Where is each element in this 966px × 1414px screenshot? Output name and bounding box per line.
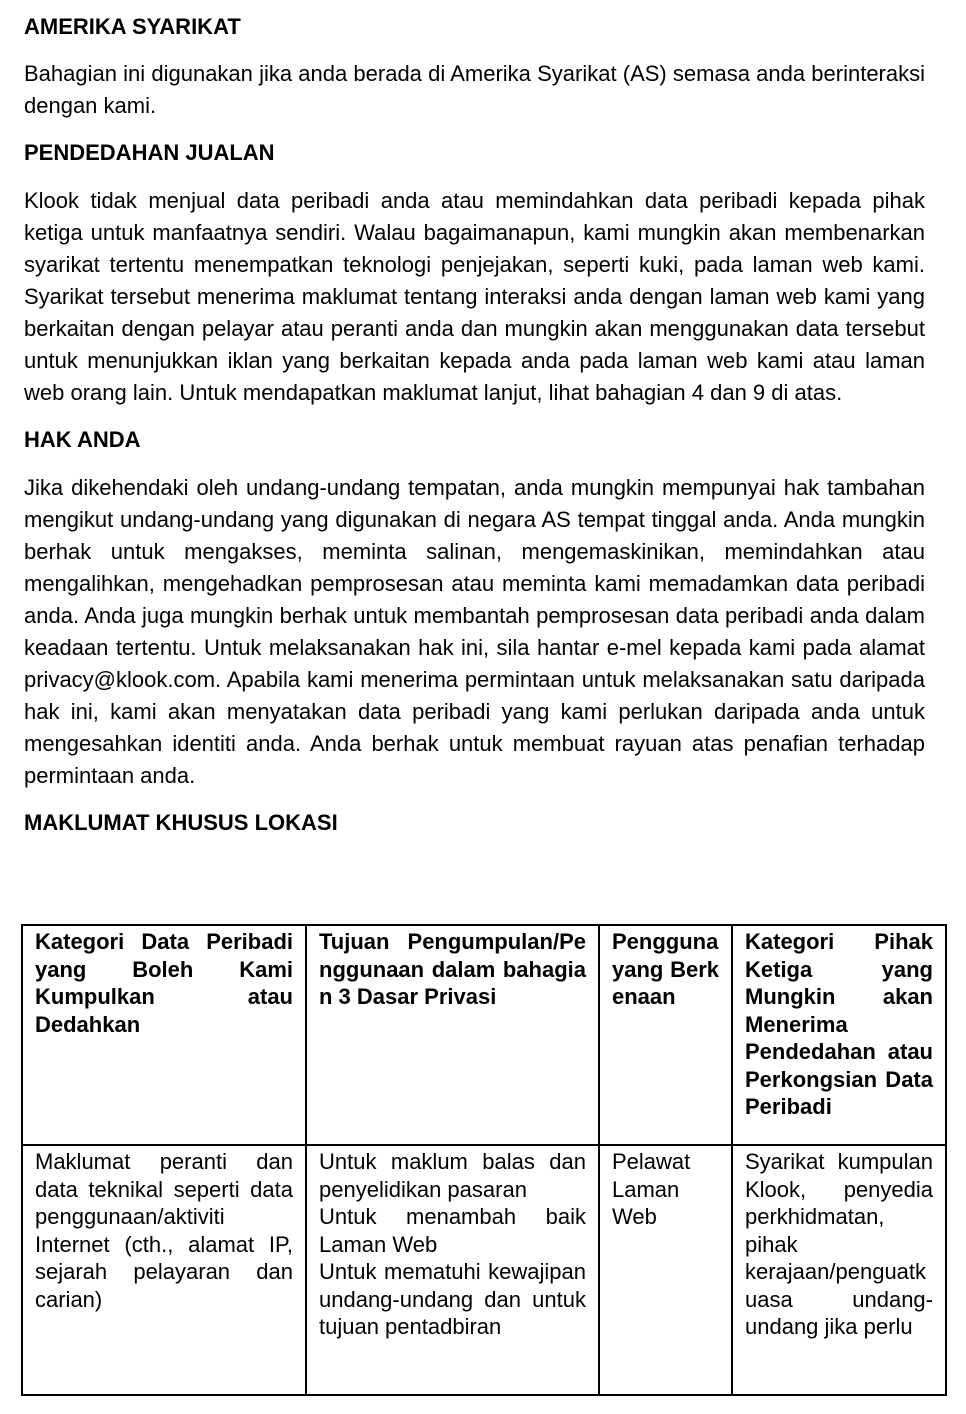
purpose-item: Untuk mematuhi kewajipan undang-undang dan untuk tujuan pentadbiran	[319, 1259, 586, 1339]
heading-hak-anda: HAK ANDA	[24, 427, 141, 452]
table-header-row	[22, 925, 946, 1145]
location-info-table	[21, 924, 947, 1396]
heading-pendedahan-jualan: PENDEDAHAN JUALAN	[24, 140, 275, 165]
paragraph-amerika-syarikat: Bahagian ini digunakan jika anda berada di Amerika Syarikat (AS) semasa anda berinteraksi dengan kami.	[24, 61, 925, 118]
cell-data-category: Maklumat peranti dan data teknikal seperti data penggunaan/aktiviti Internet (cth., alamat IP, sejarah pelayaran dan carian)	[22, 1145, 306, 1395]
table-row	[22, 1145, 946, 1395]
paragraph-hak-anda: Jika dikehendaki oleh undang-undang tempatan, anda mungkin mempunyai hak tambahan mengikut undang-undang yang digunakan di negara AS tempat tinggal anda. Anda mungkin berhak untuk mengakses, meminta salinan, mengemaskinikan, memindahkan atau mengalihkan, mengehadkan pemprosesan atau meminta kami memadamkan data peribadi anda. Anda juga mungkin berhak untuk membantah pemprosesan data peribadi anda dalam keadaan tertentu. Untuk melaksanakan hak ini, sila hantar e-mel kepada kami pada alamat privacy@klook.com. Apabila kami menerima permintaan untuk melaksanakan satu daripada hak ini, kami akan menyatakan data peribadi yang kami perlukan daripada anda untuk mengesahkan identiti anda. Anda berhak untuk membuat rayuan atas penafian terhadap permintaan anda.	[24, 475, 925, 788]
paragraph-pendedahan-jualan: Klook tidak menjual data peribadi anda atau memindahkan data peribadi kepada pihak ketiga untuk manfaatnya sendiri. Walau bagaimanapun, kami mungkin akan membenarkan syarikat tertentu menempatkan teknologi penjejakan, seperti kuki, pada laman web kami. Syarikat tersebut menerima maklumat tentang interaksi anda dengan laman web kami yang berkaitan dengan pelayar atau peranti anda dan mungkin akan menggunakan data tersebut untuk menunjukkan iklan yang berkaitan kepada anda pada laman web kami atau laman web orang lain. Untuk mendapatkan maklumat lanjut, lihat bahagian 4 dan 9 di atas.	[24, 188, 925, 405]
cell-applicable-users: Pelawat Laman Web	[599, 1145, 732, 1395]
document-page	[24, 0, 925, 838]
purpose-item: Untuk maklum balas dan penyelidikan pasaran	[319, 1149, 586, 1202]
header-applicable-users: Pengguna yang Berkenaan	[599, 925, 732, 1145]
header-collection-purpose: Tujuan Pengumpulan/Penggunaan dalam bahagian 3 Dasar Privasi	[306, 925, 599, 1145]
cell-third-party-recipients: Syarikat kumpulan Klook, penyedia perkhidmatan, pihak kerajaan/penguatkuasa undang-undang jika perlu	[732, 1145, 946, 1395]
heading-maklumat-khusus-lokasi: MAKLUMAT KHUSUS LOKASI	[24, 810, 338, 835]
purpose-item: Untuk menambah baik Laman Web	[319, 1204, 586, 1257]
heading-amerika-syarikat: AMERIKA SYARIKAT	[24, 14, 241, 39]
cell-collection-purposes	[306, 1145, 599, 1395]
header-third-party-recipients: Kategori Pihak Ketiga yang Mungkin akan Menerima Pendedahan atau Perkongsian Data Peribadi	[732, 925, 946, 1145]
header-data-category: Kategori Data Peribadi yang Boleh Kami Kumpulkan atau Dedahkan	[22, 925, 306, 1145]
